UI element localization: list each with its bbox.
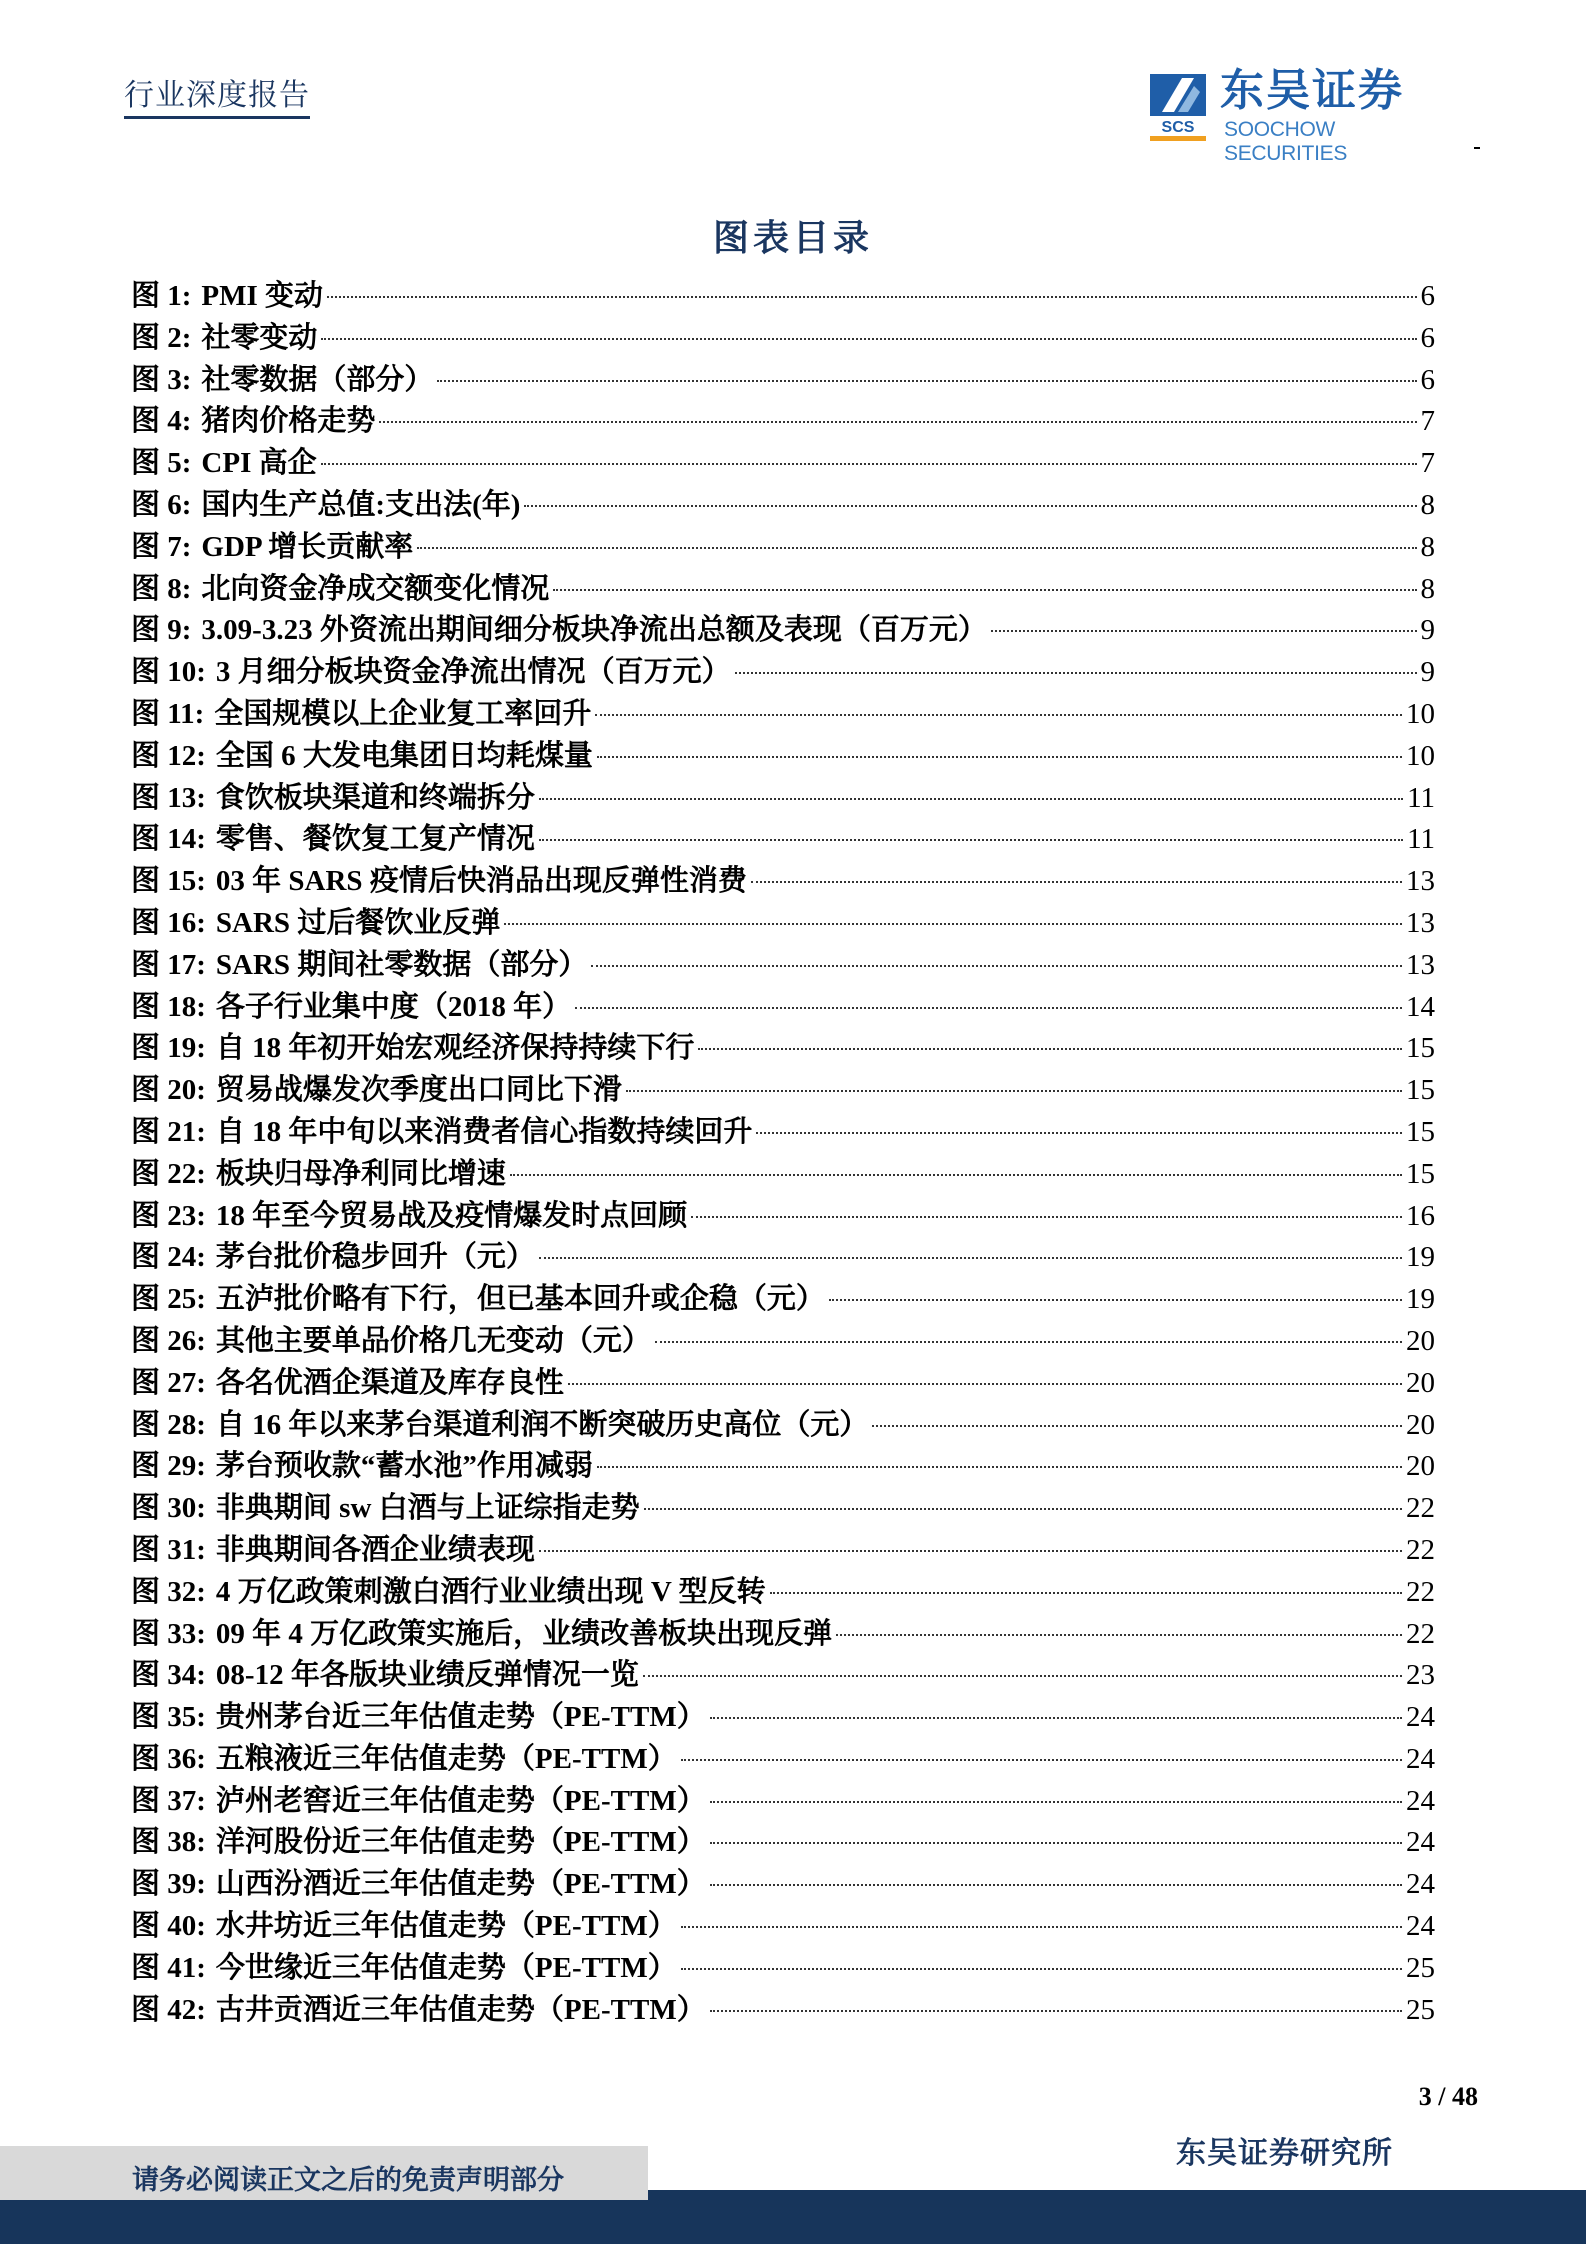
toc-entry[interactable] [131, 1697, 1435, 1739]
figure-number: 图 28: [131, 1408, 206, 1441]
dot-leader [756, 1132, 1402, 1134]
toc-entry[interactable] [131, 1363, 1435, 1405]
dot-leader [417, 547, 1416, 549]
figure-number: 图 3: [131, 363, 192, 396]
figure-title[interactable]: 山西汾酒近三年估值走势（PE-TTM） [215, 1868, 706, 1901]
figure-title[interactable]: 社零数据（部分） [201, 363, 434, 396]
figure-title[interactable]: 水井坊近三年估值走势（PE-TTM） [215, 1910, 677, 1943]
dot-leader [626, 1090, 1402, 1092]
soochow-securities-logo [1148, 65, 1462, 165]
figure-number: 图 19: [131, 1032, 206, 1065]
figure-number: 图 30: [131, 1492, 206, 1525]
figure-title[interactable]: 泸州老窖近三年估值走势（PE-TTM） [215, 1784, 706, 1817]
figure-title[interactable]: 全国规模以上企业复工率回升 [214, 697, 592, 730]
dot-leader [568, 1383, 1402, 1385]
page-number[interactable]: 20 [1406, 1408, 1435, 1441]
toc-entry[interactable] [131, 1279, 1435, 1321]
dot-leader [681, 1926, 1402, 1928]
svg-text:SCS: SCS [1161, 119, 1195, 136]
toc-entry[interactable] [131, 778, 1435, 820]
page-number[interactable]: 22 [1406, 1617, 1435, 1650]
dot-leader [575, 1007, 1402, 1009]
toc-entry[interactable] [131, 1530, 1435, 1572]
figure-number: 图 24: [131, 1241, 206, 1274]
figure-number: 图 18: [131, 990, 206, 1023]
figure-number: 图 11: [131, 697, 205, 730]
figure-table-of-contents [131, 276, 1435, 2031]
figure-number: 图 42: [131, 1993, 206, 2026]
dot-leader [698, 1048, 1402, 1050]
figure-title[interactable]: 自 18 年初开始宏观经济保持持续下行 [215, 1032, 695, 1065]
dot-leader [751, 881, 1402, 883]
figure-title[interactable]: 03 年 SARS 疫情后快消品出现反弹性消费 [215, 865, 747, 898]
page-number[interactable]: 20 [1406, 1324, 1435, 1357]
page-number[interactable]: 25 [1406, 1993, 1435, 2026]
toc-entry[interactable] [131, 610, 1435, 652]
dot-leader [735, 672, 1417, 674]
toc-entry[interactable] [131, 694, 1435, 736]
figure-number: 图 8: [131, 572, 192, 605]
toc-entry[interactable] [131, 1655, 1435, 1697]
page-number[interactable]: 7 [1420, 447, 1435, 480]
figure-number: 图 16: [131, 906, 206, 939]
figure-number: 图 15: [131, 865, 206, 898]
page-number[interactable]: 25 [1406, 1951, 1435, 1984]
toc-entry[interactable] [131, 443, 1435, 485]
page-number[interactable]: 24 [1406, 1868, 1435, 1901]
page-number[interactable]: 10 [1406, 739, 1435, 772]
dot-leader [836, 1634, 1402, 1636]
toc-entry[interactable] [131, 401, 1435, 443]
figure-number: 图 9: [131, 614, 192, 647]
logo-chinese-name: 东吴证券 [1220, 65, 1404, 116]
figure-title[interactable]: 食饮板块渠道和终端拆分 [215, 781, 535, 814]
page-number[interactable]: 15 [1406, 1032, 1435, 1065]
figure-number: 图 34: [131, 1659, 206, 1692]
figure-title[interactable]: 09 年 4 万亿政策实施后，业绩改善板块出现反弹 [215, 1617, 833, 1650]
figure-title[interactable]: CPI 高企 [201, 447, 317, 480]
dot-leader [539, 839, 1403, 841]
page-number[interactable]: 6 [1420, 321, 1435, 354]
page-number[interactable]: 11 [1407, 781, 1435, 814]
toc-entry[interactable] [131, 1864, 1435, 1906]
dot-leader [437, 380, 1416, 382]
toc-entry[interactable] [131, 1070, 1435, 1112]
dot-leader [327, 296, 1416, 298]
header-dash [1474, 147, 1480, 149]
figure-number: 图 25: [131, 1283, 206, 1316]
figure-title[interactable]: 全国 6 大发电集团日均耗煤量 [215, 739, 593, 772]
page-number[interactable]: 24 [1406, 1784, 1435, 1817]
page-number[interactable]: 20 [1406, 1366, 1435, 1399]
dot-leader [504, 923, 1402, 925]
page-number[interactable]: 22 [1406, 1533, 1435, 1566]
dot-leader [681, 1759, 1402, 1761]
dot-leader [553, 589, 1416, 591]
page-number[interactable]: 15 [1406, 1157, 1435, 1190]
toc-entry[interactable] [131, 1614, 1435, 1656]
figure-title[interactable]: GDP 增长贡献率 [201, 530, 414, 563]
toc-entry[interactable] [131, 1028, 1435, 1070]
figure-title[interactable]: 18 年至今贸易战及疫情爆发时点回顾 [215, 1199, 688, 1232]
toc-entry[interactable] [131, 652, 1435, 694]
toc-entry[interactable] [131, 276, 1435, 318]
dot-leader [829, 1299, 1402, 1301]
figure-title[interactable]: 北向资金净成交额变化情况 [201, 572, 550, 605]
page-number[interactable]: 14 [1406, 990, 1435, 1023]
dot-leader [321, 338, 1416, 340]
dot-leader [321, 463, 1417, 465]
toc-entry[interactable] [131, 1237, 1435, 1279]
dot-leader [597, 756, 1402, 758]
dot-leader [591, 965, 1402, 967]
figure-number: 图 10: [131, 656, 206, 689]
figure-title[interactable]: 今世缘近三年估值走势（PE-TTM） [215, 1951, 677, 1984]
logo-english-name: SOOCHOW SECURITIES [1224, 118, 1348, 165]
page-number[interactable]: 9 [1420, 614, 1435, 647]
page-number[interactable]: 7 [1420, 405, 1435, 438]
figure-title[interactable]: 3 月细分板块资金净流出情况（百万元） [215, 656, 731, 689]
figure-title[interactable]: SARS 期间社零数据（部分） [215, 948, 588, 981]
figure-number: 图 5: [131, 447, 192, 480]
figure-number: 图 39: [131, 1868, 206, 1901]
page-number[interactable]: 23 [1406, 1659, 1435, 1692]
dot-leader [681, 1968, 1402, 1970]
figure-title[interactable]: 各子行业集中度（2018 年） [215, 990, 572, 1023]
figure-title[interactable]: 各名优酒企渠道及库存良性 [215, 1366, 564, 1399]
figure-title[interactable]: 贵州茅台近三年估值走势（PE-TTM） [215, 1701, 706, 1734]
page-indicator: 3 / 48 [1418, 2082, 1478, 2111]
toc-entry[interactable] [131, 1948, 1435, 1990]
toc-entry[interactable] [131, 1906, 1435, 1948]
figure-number: 图 4: [131, 405, 192, 438]
page-number[interactable]: 15 [1406, 1115, 1435, 1148]
page-number[interactable]: 22 [1406, 1492, 1435, 1525]
figure-title[interactable]: 国内生产总值:支出法(年) [201, 488, 521, 521]
dot-leader [539, 798, 1403, 800]
page-number[interactable]: 8 [1420, 572, 1435, 605]
figure-title[interactable]: 非典期间 sw 白酒与上证综指走势 [215, 1492, 640, 1525]
page-title: 图表目录 [712, 218, 873, 258]
figure-number: 图 2: [131, 321, 192, 354]
toc-entry[interactable] [131, 903, 1435, 945]
dot-leader [655, 1341, 1402, 1343]
figure-number: 图 23: [131, 1199, 206, 1232]
figure-number: 图 26: [131, 1324, 206, 1357]
page-number[interactable]: 24 [1406, 1826, 1435, 1859]
dot-leader [597, 1466, 1402, 1468]
figure-number: 图 12: [131, 739, 206, 772]
figure-number: 图 31: [131, 1533, 206, 1566]
dot-leader [691, 1216, 1402, 1218]
figure-number: 图 1: [131, 280, 192, 312]
toc-entry[interactable] [131, 360, 1435, 402]
figure-title[interactable]: 社零变动 [201, 321, 318, 354]
page-number[interactable]: 24 [1406, 1742, 1435, 1775]
figure-number: 图 6: [131, 488, 192, 521]
toc-entry[interactable] [131, 1488, 1435, 1530]
toc-entry[interactable] [131, 1112, 1435, 1154]
page-number[interactable]: 16 [1406, 1199, 1435, 1232]
dot-leader [872, 1425, 1402, 1427]
page-number[interactable]: 24 [1406, 1910, 1435, 1943]
toc-entry[interactable] [131, 1739, 1435, 1781]
dot-leader [710, 1884, 1402, 1886]
toc-entry[interactable] [131, 1822, 1435, 1864]
page-number[interactable]: 8 [1420, 488, 1435, 521]
figure-number: 图 36: [131, 1742, 206, 1775]
figure-title[interactable]: 自 18 年中旬以来消费者信心指数持续回升 [215, 1115, 753, 1148]
report-type-label: 行业深度报告 [124, 78, 310, 119]
toc-entry[interactable] [131, 861, 1435, 903]
figure-number: 图 41: [131, 1951, 206, 1984]
figure-number: 图 22: [131, 1157, 206, 1190]
page-number[interactable]: 9 [1420, 656, 1435, 689]
page-number[interactable]: 20 [1406, 1450, 1435, 1483]
page-number[interactable]: 15 [1406, 1074, 1435, 1107]
figure-title[interactable]: 其他主要单品价格几无变动（元） [215, 1324, 651, 1357]
page-number[interactable]: 19 [1406, 1283, 1435, 1316]
toc-entry[interactable] [131, 736, 1435, 778]
figure-number: 图 37: [131, 1784, 206, 1817]
toc-entry[interactable] [131, 1196, 1435, 1238]
figure-number: 图 14: [131, 823, 206, 856]
dot-leader [539, 1257, 1402, 1259]
scs-logo-icon [1148, 72, 1208, 144]
toc-entry[interactable] [131, 1781, 1435, 1823]
figure-title[interactable]: 五粮液近三年估值走势（PE-TTM） [215, 1742, 677, 1775]
figure-number: 图 17: [131, 948, 206, 981]
page-number[interactable]: 8 [1420, 530, 1435, 563]
toc-entry[interactable] [131, 1154, 1435, 1196]
figure-title[interactable]: 3.09-3.23 外资流出期间细分板块净流出总额及表现（百万元） [201, 614, 987, 647]
figure-title[interactable]: 贸易战爆发次季度出口同比下滑 [215, 1074, 622, 1107]
figure-title[interactable]: SARS 过后餐饮业反弹 [215, 906, 501, 939]
dot-leader [595, 714, 1402, 716]
figure-title[interactable]: 自 16 年以来茅台渠道利润不断突破历史高位（元） [215, 1408, 869, 1441]
dot-leader [539, 1550, 1402, 1552]
dot-leader [710, 1842, 1402, 1844]
toc-entry[interactable] [131, 318, 1435, 360]
page-number[interactable]: 13 [1406, 865, 1435, 898]
toc-entry[interactable] [131, 1321, 1435, 1363]
figure-number: 图 20: [131, 1074, 206, 1107]
disclaimer-text: 请务必阅读正文之后的免责声明部分 [132, 2165, 564, 2195]
figure-title[interactable]: 零售、餐饮复工复产情况 [215, 823, 535, 856]
institute-name: 东吴证券研究所 [1176, 2137, 1393, 2170]
figure-number: 图 13: [131, 781, 206, 814]
figure-title[interactable]: 非典期间各酒企业绩表现 [215, 1533, 535, 1566]
page-number[interactable]: 22 [1406, 1575, 1435, 1608]
figure-title[interactable]: 板块归母净利同比增速 [215, 1157, 506, 1190]
figure-title[interactable]: 五泸批价略有下行，但已基本回升或企稳（元） [215, 1283, 825, 1316]
figure-title[interactable]: 08-12 年各版块业绩反弹情况一览 [215, 1659, 639, 1692]
figure-number: 图 7: [131, 530, 192, 563]
figure-number: 图 33: [131, 1617, 206, 1650]
figure-number: 图 21: [131, 1115, 206, 1148]
figure-number: 图 38: [131, 1826, 206, 1859]
page-number[interactable]: 19 [1406, 1241, 1435, 1274]
toc-entry[interactable] [131, 1990, 1435, 2032]
page-number[interactable]: 11 [1407, 823, 1435, 856]
dot-leader [510, 1174, 1402, 1176]
figure-number: 图 27: [131, 1366, 206, 1399]
toc-entry[interactable] [131, 945, 1435, 987]
page-number[interactable]: 6 [1420, 280, 1435, 312]
toc-entry[interactable] [131, 1446, 1435, 1488]
page-number[interactable]: 13 [1406, 948, 1435, 981]
dot-leader [770, 1592, 1402, 1594]
toc-entry[interactable] [131, 987, 1435, 1029]
dot-leader [710, 2010, 1402, 2012]
figure-title[interactable]: 猪肉价格走势 [201, 405, 376, 438]
dot-leader [710, 1801, 1402, 1803]
figure-title[interactable]: 茅台批价稳步回升（元） [215, 1241, 535, 1274]
toc-entry[interactable] [131, 1405, 1435, 1447]
figure-title[interactable]: 4 万亿政策刺激白酒行业业绩出现 V 型反转 [215, 1575, 766, 1608]
toc-entry[interactable] [131, 819, 1435, 861]
toc-entry[interactable] [131, 1572, 1435, 1614]
figure-title[interactable]: PMI 变动 [201, 280, 324, 312]
figure-title[interactable]: 茅台预收款“蓄水池”作用减弱 [215, 1450, 593, 1483]
page-number[interactable]: 13 [1406, 906, 1435, 939]
toc-entry[interactable] [131, 527, 1435, 569]
figure-title[interactable]: 洋河股份近三年估值走势（PE-TTM） [215, 1826, 706, 1859]
figure-number: 图 32: [131, 1575, 206, 1608]
dot-leader [643, 1675, 1402, 1677]
page-number[interactable]: 6 [1420, 363, 1435, 396]
figure-number: 图 35: [131, 1701, 206, 1734]
page-number[interactable]: 10 [1406, 697, 1435, 730]
dot-leader [379, 421, 1416, 423]
dot-leader [644, 1508, 1402, 1510]
toc-entry[interactable] [131, 569, 1435, 611]
dot-leader [991, 630, 1417, 632]
figure-title[interactable]: 古井贡酒近三年估值走势（PE-TTM） [215, 1993, 706, 2026]
figure-number: 图 40: [131, 1910, 206, 1943]
figure-number: 图 29: [131, 1450, 206, 1483]
page-number[interactable]: 24 [1406, 1701, 1435, 1734]
toc-entry[interactable] [131, 485, 1435, 527]
dot-leader [524, 505, 1416, 507]
dot-leader [710, 1717, 1402, 1719]
